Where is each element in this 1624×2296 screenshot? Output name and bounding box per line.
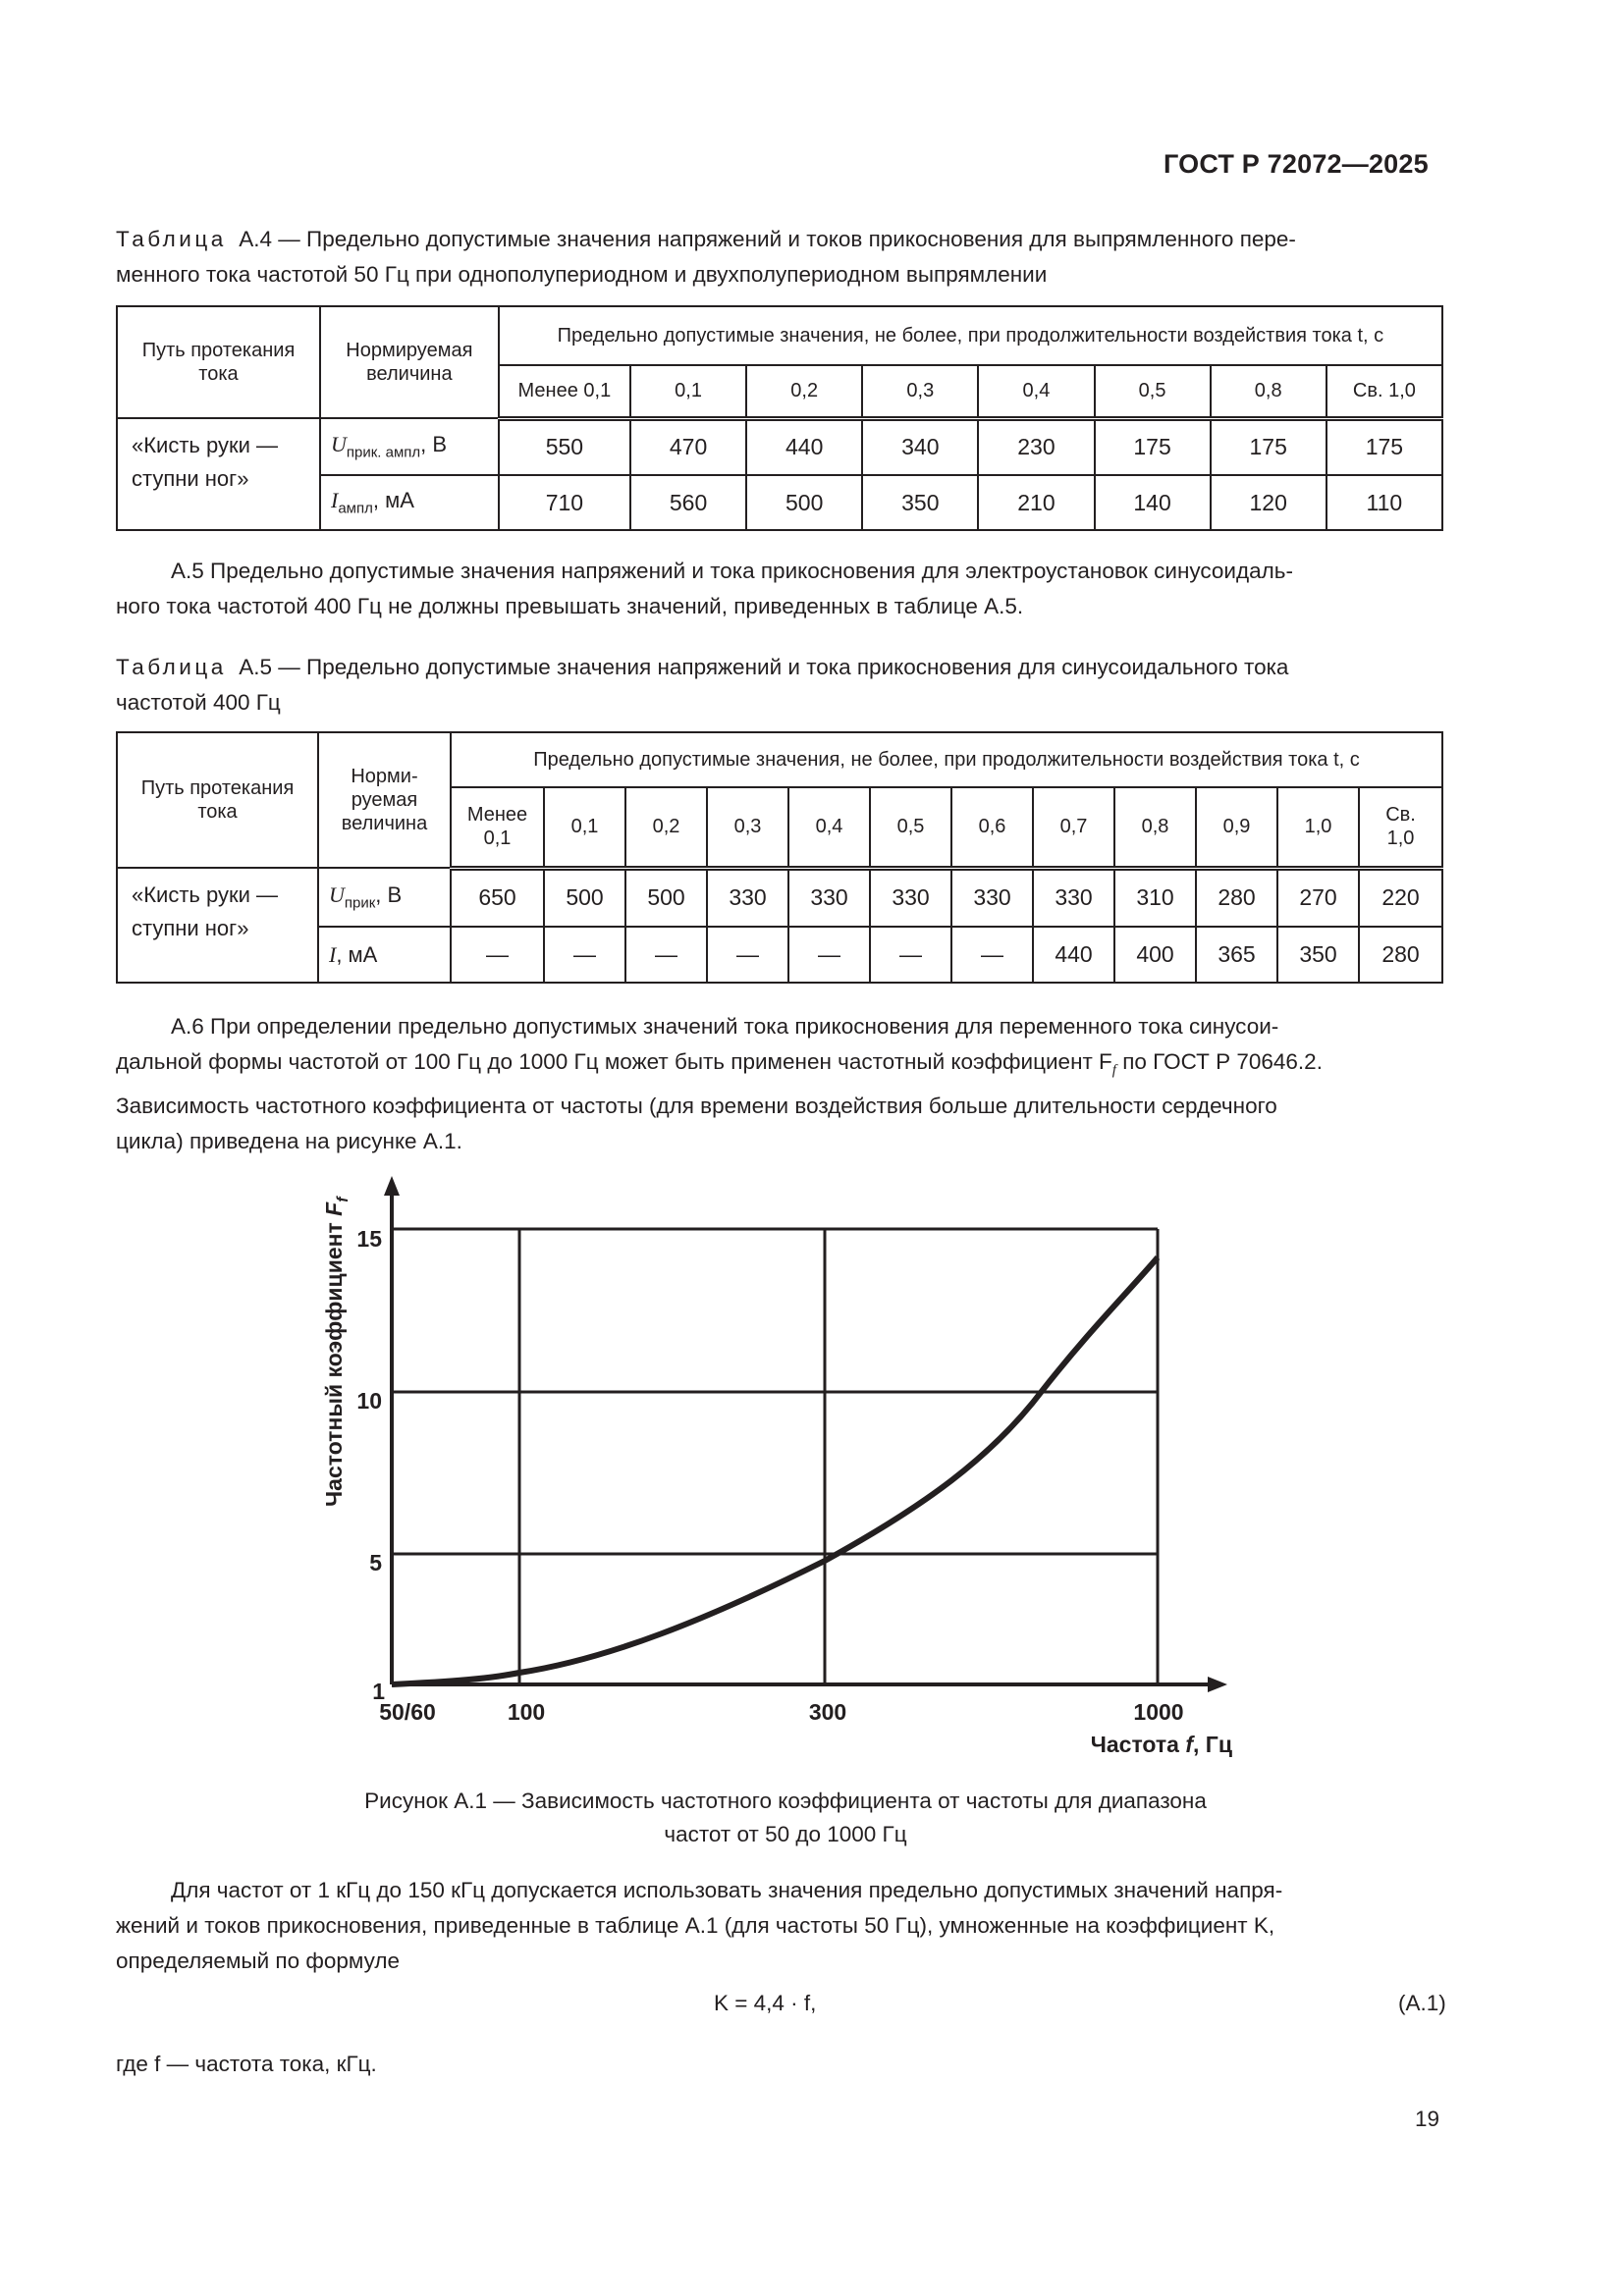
cell: — bbox=[707, 927, 788, 983]
header-duration: 0,8 bbox=[1114, 787, 1196, 868]
cell: 440 bbox=[746, 418, 862, 475]
header-duration: 0,5 bbox=[870, 787, 951, 868]
header-duration: 0,1 bbox=[630, 365, 746, 418]
svg-text:1: 1 bbox=[372, 1679, 385, 1704]
header-duration: 0,1 bbox=[544, 787, 625, 868]
caption-line-2: частотой 400 Гц bbox=[116, 690, 281, 715]
header-duration: 0,9 bbox=[1196, 787, 1277, 868]
cell: — bbox=[544, 927, 625, 983]
cell: 220 bbox=[1359, 868, 1442, 927]
header-duration: 0,8 bbox=[1211, 365, 1326, 418]
cell: — bbox=[451, 927, 544, 983]
caption-line-1: Рисунок А.1 — Зависимость частотного коэффициента от частоты для диапазона bbox=[364, 1789, 1207, 1813]
cell: 330 bbox=[707, 868, 788, 927]
cell: 470 bbox=[630, 418, 746, 475]
svg-text:15: 15 bbox=[356, 1226, 382, 1252]
document-id: ГОСТ Р 72072—2025 bbox=[1164, 149, 1429, 179]
caption-line-1: А.4 — Предельно допустимые значения напряжений и токов прикосновения для выпрямленного пере- bbox=[239, 227, 1296, 251]
cell: 350 bbox=[862, 475, 978, 530]
cell: 175 bbox=[1095, 418, 1211, 475]
cell: — bbox=[951, 927, 1033, 983]
cell: 120 bbox=[1211, 475, 1326, 530]
formula: K = 4,4 · f, bbox=[714, 1991, 817, 2015]
cell: 280 bbox=[1196, 868, 1277, 927]
cell: 650 bbox=[451, 868, 544, 927]
header-duration: 0,2 bbox=[746, 365, 862, 418]
paragraph-line: определяемый по формуле bbox=[116, 1949, 401, 1973]
svg-text:100: 100 bbox=[507, 1699, 546, 1725]
cell: 330 bbox=[1033, 868, 1114, 927]
grid bbox=[392, 1229, 1158, 1684]
cell: 500 bbox=[544, 868, 625, 927]
header-path: Путь протекания тока bbox=[117, 732, 318, 868]
quantity-current: I, мА bbox=[318, 927, 451, 983]
cell: 330 bbox=[788, 868, 870, 927]
cell: 710 bbox=[499, 475, 630, 530]
where-clause: где f — частота тока, кГц. bbox=[116, 2052, 377, 2076]
header-duration: Менее 0,1 bbox=[499, 365, 630, 418]
cell: 110 bbox=[1326, 475, 1442, 530]
current-path: «Кисть руки — ступни ног» bbox=[117, 418, 320, 530]
y-axis-label: Частотный коэффициент $F_f$ bbox=[321, 1197, 352, 1507]
header-duration: 0,6 bbox=[951, 787, 1033, 868]
quantity-voltage: $U_{прик}$, В bbox=[318, 868, 451, 927]
cell: 330 bbox=[951, 868, 1033, 927]
svg-text:5: 5 bbox=[369, 1550, 382, 1575]
paragraph-line: цикла) приведена на рисунке А.1. bbox=[116, 1128, 462, 1153]
x-axis-arrow-icon bbox=[1208, 1677, 1227, 1692]
header-duration: 0,7 bbox=[1033, 787, 1114, 868]
cell: 280 bbox=[1359, 927, 1442, 983]
svg-text:1000: 1000 bbox=[1133, 1699, 1184, 1725]
header-quantity: Нормируемая величина bbox=[320, 306, 499, 418]
caption-line-1: А.5 — Предельно допустимые значения напряжений и тока прикосновения для синусоидального тока bbox=[239, 655, 1289, 679]
header-quantity: Норми-руемая величина bbox=[318, 732, 451, 868]
caption-line-2: менного тока частотой 50 Гц при однополупериодном и двухполупериодном выпрямлении bbox=[116, 262, 1048, 287]
header-duration-group: Предельно допустимые значения, не более, при продолжительности воздействия тока t, с bbox=[451, 732, 1442, 787]
header-duration: 0,3 bbox=[862, 365, 978, 418]
cell: 560 bbox=[630, 475, 746, 530]
cell: 310 bbox=[1114, 868, 1196, 927]
header-duration: 0,3 bbox=[707, 787, 788, 868]
cell: 400 bbox=[1114, 927, 1196, 983]
cell: 175 bbox=[1211, 418, 1326, 475]
cell: 350 bbox=[1277, 927, 1359, 983]
paragraph-line: Для частот от 1 кГц до 150 кГц допускается использовать значения предельно допустимых значений напря- bbox=[171, 1878, 1283, 1902]
cell: 330 bbox=[870, 868, 951, 927]
header-path: Путь протекания тока bbox=[117, 306, 320, 418]
caption-label: Таблица bbox=[116, 227, 227, 251]
ff-curve bbox=[392, 1257, 1158, 1684]
header-duration: 0,4 bbox=[978, 365, 1094, 418]
cell: 440 bbox=[1033, 927, 1114, 983]
caption-label: Таблица bbox=[116, 655, 227, 679]
axes bbox=[392, 1193, 1213, 1684]
header-duration-group: Предельно допустимые значения, не более, при продолжительности воздействия тока t, с bbox=[499, 306, 1442, 365]
y-ticks bbox=[356, 1226, 385, 1704]
paragraph-line: Зависимость частотного коэффициента от частоты (для времени воздействия больше длительности сердечного bbox=[116, 1093, 1277, 1118]
formula-number: (А.1) bbox=[1398, 1991, 1446, 2015]
standard-reference: по ГОСТ Р 70646.2. bbox=[1122, 1049, 1323, 1074]
svg-text:50/60: 50/60 bbox=[379, 1699, 436, 1725]
figure-caption bbox=[295, 1785, 1276, 1851]
cell: 175 bbox=[1326, 418, 1442, 475]
cell: 550 bbox=[499, 418, 630, 475]
header-duration: 0,4 bbox=[788, 787, 870, 868]
quantity-voltage: $U_{прик. ампл}$, В bbox=[320, 418, 499, 475]
header-duration: 0,5 bbox=[1095, 365, 1211, 418]
cell: 140 bbox=[1095, 475, 1211, 530]
quantity-current: $I_{ампл}$, мА bbox=[320, 475, 499, 530]
cell: — bbox=[870, 927, 951, 983]
paragraph-line: жений и токов прикосновения, приведенные в таблице А.1 (для частоты 50 Гц), умноженные на коэффициент K, bbox=[116, 1913, 1275, 1938]
x-ticks bbox=[379, 1699, 1183, 1725]
header-duration: Св. 1,0 bbox=[1359, 787, 1442, 868]
svg-text:300: 300 bbox=[808, 1699, 847, 1725]
cell: 500 bbox=[746, 475, 862, 530]
paragraph-line: дальной формы частотой от 100 Гц до 1000 Гц может быть применен частотный коэффициент F bbox=[116, 1049, 1112, 1074]
header-duration: Св. 1,0 bbox=[1326, 365, 1442, 418]
paragraph-line: А.6 При определении предельно допустимых значений тока прикосновения для переменного тока синусои- bbox=[171, 1014, 1279, 1039]
cell: 500 bbox=[625, 868, 707, 927]
svg-text:10: 10 bbox=[356, 1388, 382, 1414]
caption-line-2: частот от 50 до 1000 Гц bbox=[664, 1822, 907, 1846]
cell: 210 bbox=[978, 475, 1094, 530]
page-number: 19 bbox=[1415, 2107, 1440, 2131]
paragraph-line: А.5 Предельно допустимые значения напряжений и тока прикосновения для электроустановок синусоидаль- bbox=[171, 559, 1293, 583]
cell: 230 bbox=[978, 418, 1094, 475]
paragraph-line: ного тока частотой 400 Гц не должны превышать значений, приведенных в таблице А.5. bbox=[116, 594, 1024, 618]
y-axis-arrow-icon bbox=[384, 1176, 400, 1196]
header-duration: 1,0 bbox=[1277, 787, 1359, 868]
cell: — bbox=[625, 927, 707, 983]
cell: 365 bbox=[1196, 927, 1277, 983]
header-duration: Менее 0,1 bbox=[451, 787, 544, 868]
cell: — bbox=[788, 927, 870, 983]
header-duration: 0,2 bbox=[625, 787, 707, 868]
cell: 270 bbox=[1277, 868, 1359, 927]
paragraph-khz bbox=[116, 1873, 1443, 1979]
x-axis-label: Частота f, Гц bbox=[1090, 1732, 1232, 1757]
current-path: «Кисть руки — ступни ног» bbox=[117, 868, 318, 983]
cell: 340 bbox=[862, 418, 978, 475]
paragraph-a6: А.6 При определении предельно допустимых значений тока прикосновения для переменного тока синусои- дальной формы частотой от 100 Гц до 1000 Гц может быть применен частотный коэффициент $F_f$ по ГОСТ Р 70646.2. Зависимость частотного коэффициента от частоты (для времени воздействия больше длительности сердечного цикла) приведена на рисунке А.1. bbox=[116, 1014, 1323, 1153]
